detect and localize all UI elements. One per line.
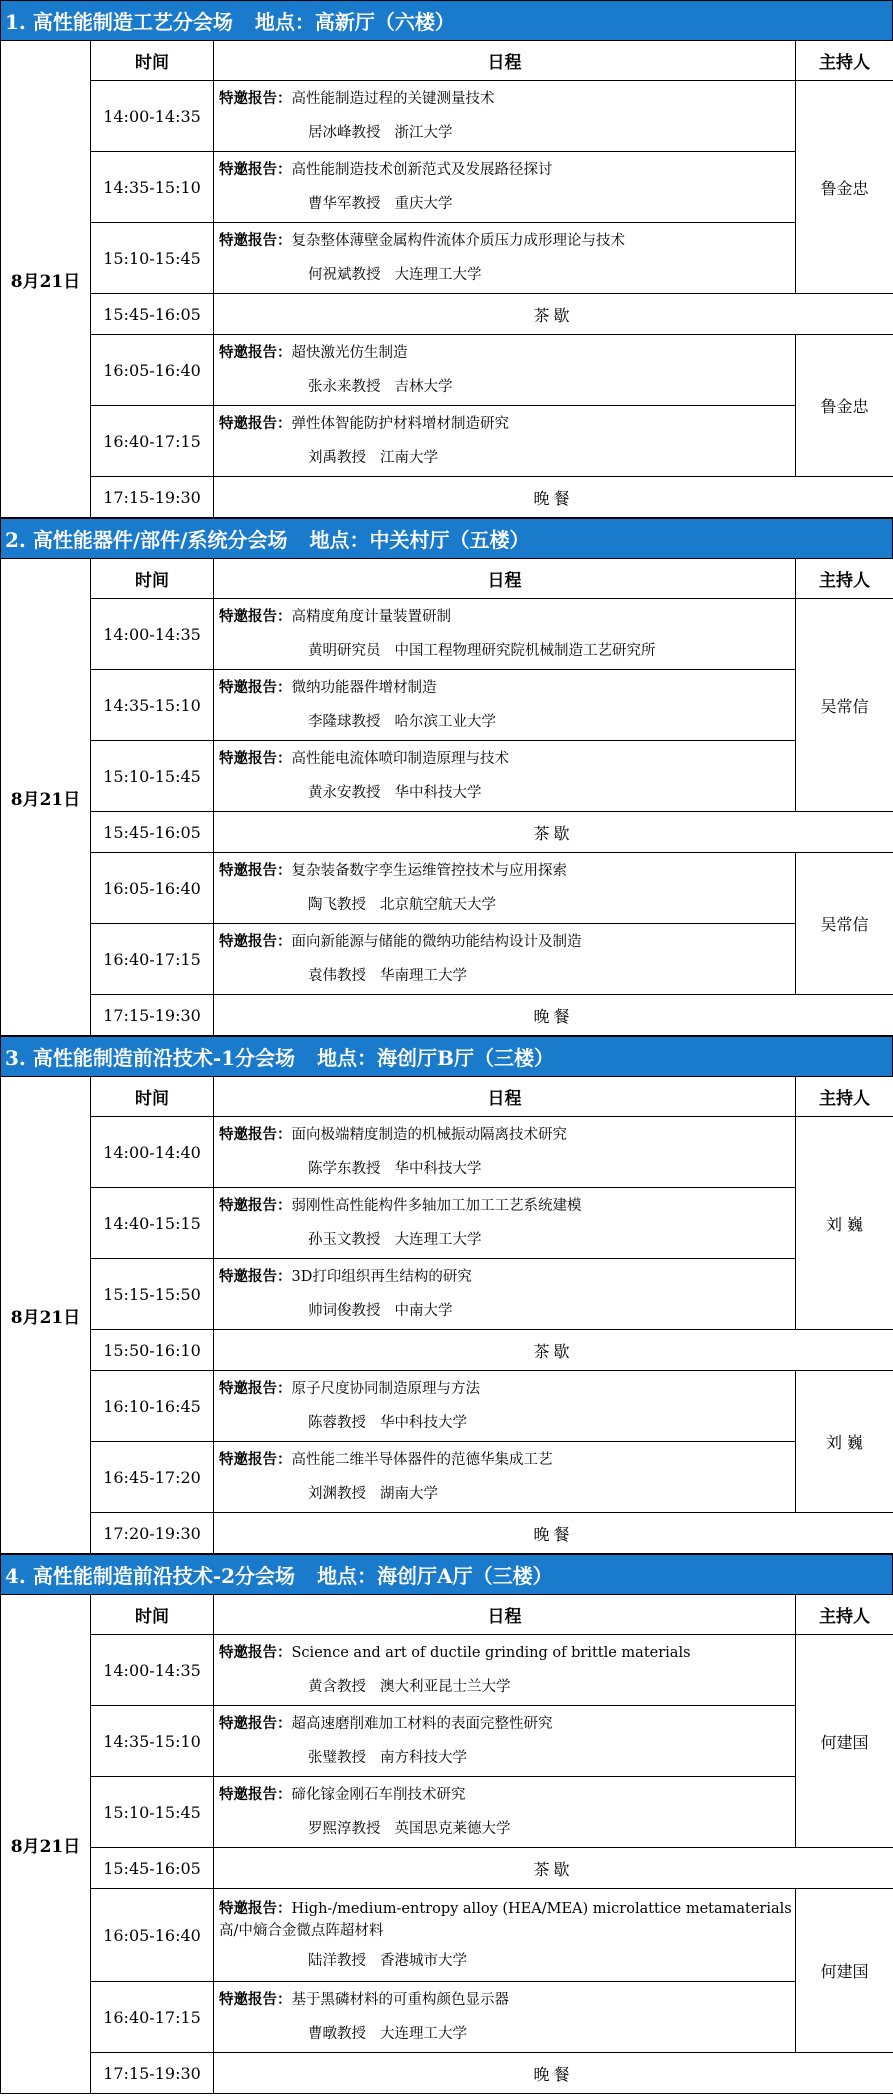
talk-kind-label: 特邀报告： [219,1786,292,1803]
talk-kind-label: 特邀报告： [219,750,292,767]
talk-affiliation: 华南理工大学 [380,968,467,984]
talk-program [214,1636,795,1704]
talk-program-cell [214,741,796,812]
talk-kind-label: 特邀报告： [219,1197,292,1214]
talk-title-line [219,1189,795,1223]
talk-program [214,671,795,739]
time-column-header: 时间 [91,559,214,599]
talk-speaker: 居冰峰教授 [308,125,381,141]
talk-program-cell [214,81,796,152]
talk-title: 弹性体智能防护材料增材制造研究 [291,416,509,432]
talk-affiliation: 澳大利亚昆士兰大学 [380,1679,511,1695]
talk-program-cell [214,1117,796,1188]
talk-program-cell [214,1635,796,1706]
session-header [0,0,893,40]
talk-title: 面向极端精度制造的机械振动隔离技术研究 [291,1127,567,1143]
talk-time: 16:05-16:40 [91,335,214,406]
tea-break-row [1,812,893,853]
session-3 [0,1036,893,1554]
talk-speaker-line [219,370,795,404]
talk-program [214,82,795,150]
talk-program-cell [214,1777,796,1848]
dinner-label: 晚餐 [214,477,893,518]
talk-title-line [219,1778,795,1812]
talk-title-line [219,854,795,888]
talk-title: 高性能制造过程的关键测量技术 [291,91,495,107]
talk-speaker: 陶飞教授 [308,897,366,913]
talk-affiliation: 湖南大学 [380,1486,438,1502]
session-title: 3. 高性能制造前沿技术-1分会场 [5,1046,296,1070]
talk-row [1,81,893,152]
talk-speaker-line [219,1223,795,1257]
talk-row [1,1371,893,1442]
time-column-header: 时间 [91,1595,214,1635]
talk-time: 14:00-14:35 [91,599,214,670]
talk-program [214,1189,795,1257]
talk-time: 16:40-17:15 [91,924,214,995]
talk-speaker: 黄永安教授 [308,785,381,801]
talk-title: 3D打印组织再生结构的研究 [291,1269,472,1285]
talk-row [1,152,893,223]
program-column-header: 日程 [214,41,796,81]
time-column-header: 时间 [91,41,214,81]
session-header [0,1554,893,1594]
talk-kind-label: 特邀报告： [219,90,292,107]
host-cell: 何建国 [796,1635,893,1848]
talk-title-line [219,336,795,370]
schedule-table [0,1594,893,2094]
talk-speaker: 黄明研究员 [308,643,381,659]
talk-affiliation: 香港城市大学 [380,1953,467,1969]
talk-kind-label: 特邀报告： [219,933,292,950]
date-cell: 8月21日 [1,41,91,518]
talk-affiliation: 重庆大学 [394,196,453,212]
schedule-table [0,1076,893,1554]
session-location: 地点：海创厅A厅（三楼） [317,1564,553,1588]
talk-title: 高性能电流体喷印制造原理与技术 [291,751,509,767]
talk-speaker-line [219,2017,795,2051]
talk-row [1,1188,893,1259]
talk-program-cell [214,152,796,223]
talk-time: 16:05-16:40 [91,1889,214,1982]
talk-program-cell [214,1442,796,1513]
talk-time: 16:40-17:15 [91,406,214,477]
dinner-label: 晚餐 [214,1513,893,1554]
dinner-time: 17:20-19:30 [91,1513,214,1554]
host-cell: 鲁金忠 [796,81,893,294]
talk-speaker-line [219,1152,795,1186]
talk-speaker-line [219,634,795,668]
session-title: 4. 高性能制造前沿技术-2分会场 [5,1564,296,1588]
tea-break-time: 15:45-16:05 [91,294,214,335]
talk-title-line [219,742,795,776]
talk-affiliation: 中国工程物理研究院机械制造工艺研究所 [394,643,656,659]
talk-speaker: 刘禹教授 [308,450,366,466]
talk-speaker: 孙玉文教授 [308,1232,381,1248]
talk-title-line [219,153,795,187]
talk-program [214,1707,795,1775]
talk-program [214,1118,795,1186]
talk-program [214,407,795,475]
talk-program [214,336,795,404]
talk-affiliation: 大连理工大学 [394,267,482,283]
talk-program [214,1983,795,2051]
talk-time: 14:35-15:10 [91,152,214,223]
table-header-row [1,1077,893,1117]
talk-program-cell [214,1371,796,1442]
tea-break-time: 15:45-16:05 [91,1848,214,1889]
host-column-header: 主持人 [796,41,893,81]
talk-time: 14:00-14:35 [91,81,214,152]
tea-break-label: 茶歇 [214,294,893,335]
talk-speaker: 曹华军教授 [308,196,381,212]
tea-break-row [1,1848,893,1889]
talk-program [214,1778,795,1846]
talk-time: 16:05-16:40 [91,853,214,924]
talk-affiliation: 中南大学 [394,1303,453,1319]
talk-title: 超高速磨削难加工材料的表面完整性研究 [291,1716,553,1732]
talk-title: 复杂整体薄壁金属构件流体介质压力成形理论与技术 [291,233,625,249]
talk-speaker-line [219,441,795,475]
dinner-label: 晚餐 [214,995,893,1036]
talk-speaker-line [219,705,795,739]
talk-time: 16:40-17:15 [91,1982,214,2053]
session-title: 2. 高性能器件/部件/系统分会场 [5,528,288,552]
talk-speaker-line [219,776,795,810]
program-column-header: 日程 [214,1077,796,1117]
talk-program [214,1372,795,1440]
date-cell: 8月21日 [1,1595,91,2094]
talk-speaker: 张永来教授 [308,379,381,395]
talk-program [214,854,795,922]
talk-time: 14:35-15:10 [91,670,214,741]
tea-break-time: 15:45-16:05 [91,812,214,853]
talk-speaker: 黄含教授 [308,1679,366,1695]
talk-affiliation: 哈尔滨工业大学 [394,714,496,730]
talk-kind-label: 特邀报告： [219,161,292,178]
talk-affiliation: 南方科技大学 [380,1750,467,1766]
talk-program [214,153,795,221]
talk-title: 弱刚性高性能构件多轴加工加工工艺系统建模 [291,1198,582,1214]
talk-title-line [219,1118,795,1152]
talk-kind-label: 特邀报告： [219,1715,292,1732]
date-cell: 8月21日 [1,1077,91,1554]
talk-title-line [219,600,795,634]
talk-program-cell [214,406,796,477]
talk-program-cell [214,1889,796,1982]
dinner-time: 17:15-19:30 [91,2053,214,2094]
talk-affiliation: 浙江大学 [394,125,453,141]
talk-speaker-line [219,1670,795,1704]
talk-title-line [219,925,795,959]
talk-speaker: 陈学东教授 [308,1161,381,1177]
talk-time: 15:15-15:50 [91,1259,214,1330]
talk-kind-label: 特邀报告： [219,679,292,696]
talk-title: 基于黑磷材料的可重构颜色显示器 [291,1992,509,2008]
talk-kind-label: 特邀报告： [219,415,292,432]
talk-speaker-line [219,1950,795,1972]
talk-time: 14:35-15:10 [91,1706,214,1777]
talk-kind-label: 特邀报告： [219,608,292,625]
talk-affiliation: 北京航空航天大学 [380,897,496,913]
talk-speaker: 帅词俊教授 [308,1303,381,1319]
session-location: 地点：高新厅（六楼） [254,10,455,34]
talk-affiliation: 大连理工大学 [394,1232,482,1248]
talk-row [1,1259,893,1330]
talk-title-line [219,224,795,258]
talk-title: 复杂装备数字孪生运维管控技术与应用探索 [291,863,567,879]
talk-affiliation: 江南大学 [380,450,438,466]
talk-title: 原子尺度协同制造原理与方法 [291,1381,480,1397]
talk-speaker: 张璧教授 [308,1750,366,1766]
talk-kind-label: 特邀报告： [219,1991,292,2008]
table-header-row [1,41,893,81]
host-column-header: 主持人 [796,1077,893,1117]
talk-speaker-line [219,1812,795,1846]
dinner-time: 17:15-19:30 [91,477,214,518]
tea-break-row [1,294,893,335]
talk-title-line [219,1260,795,1294]
talk-speaker-line [219,187,795,221]
dinner-row [1,2053,893,2094]
talk-program-cell [214,924,796,995]
talk-program [214,600,795,668]
host-cell: 刘 巍 [796,1371,893,1513]
talk-row [1,1117,893,1188]
tea-break-label: 茶歇 [214,1848,893,1889]
talk-title: 碲化镓金刚石车削技术研究 [291,1787,466,1803]
session-location: 地点：中关村厅（五楼） [309,528,530,552]
tea-break-label: 茶歇 [214,812,893,853]
date-cell: 8月21日 [1,559,91,1036]
session-header [0,518,893,558]
talk-title-translation: 高/中熵合金微点阵超材料 [219,1923,384,1939]
talk-title-line [219,671,795,705]
talk-program-cell [214,1706,796,1777]
session-2 [0,518,893,1036]
talk-title: 面向新能源与储能的微纳功能结构设计及制造 [291,934,582,950]
talk-speaker: 曹暾教授 [308,2026,366,2042]
talk-row [1,853,893,924]
table-header-row [1,1595,893,1635]
talk-row [1,1982,893,2053]
talk-kind-label: 特邀报告： [219,862,292,879]
talk-affiliation: 华中科技大学 [394,785,482,801]
talk-program [214,1898,795,1972]
talk-speaker-line [219,258,795,292]
talk-row [1,1442,893,1513]
talk-title-line [219,1983,795,2017]
talk-program-cell [214,1259,796,1330]
talk-speaker-line [219,1406,795,1440]
talk-program-cell [214,1982,796,2053]
session-1 [0,0,893,518]
dinner-label: 晚餐 [214,2053,893,2094]
talk-kind-label: 特邀报告： [219,232,292,249]
talk-title-line [219,1443,795,1477]
talk-title: 高性能二维半导体器件的范德华集成工艺 [291,1452,553,1468]
talk-program [214,925,795,993]
host-cell: 刘 巍 [796,1117,893,1330]
talk-program [214,1443,795,1511]
talk-speaker: 刘渊教授 [308,1486,366,1502]
talk-program [214,224,795,292]
talk-row [1,741,893,812]
host-cell: 吴常信 [796,853,893,995]
talk-kind-label: 特邀报告： [219,1268,292,1285]
talk-speaker: 何祝斌教授 [308,267,381,283]
talk-speaker-line [219,959,795,993]
schedule-table [0,40,893,518]
talk-kind-label: 特邀报告： [219,344,292,361]
talk-row [1,1777,893,1848]
talk-row [1,1635,893,1706]
talk-kind-label: 特邀报告： [219,1451,292,1468]
talk-kind-label: 特邀报告： [219,1380,292,1397]
dinner-row [1,1513,893,1554]
talk-row [1,599,893,670]
talk-title-line [219,1636,795,1670]
talk-kind-label: 特邀报告： [219,1644,292,1661]
host-column-header: 主持人 [796,559,893,599]
talk-affiliation: 英国思克莱德大学 [394,1821,511,1837]
talk-row [1,1706,893,1777]
program-column-header: 日程 [214,559,796,599]
talk-speaker: 李隆球教授 [308,714,381,730]
talk-title: 高性能制造技术创新范式及发展路径探讨 [291,162,553,178]
talk-program-cell [214,335,796,406]
talk-row [1,406,893,477]
talk-kind-label: 特邀报告： [219,1900,292,1917]
program-column-header: 日程 [214,1595,796,1635]
time-column-header: 时间 [91,1077,214,1117]
table-header-row [1,559,893,599]
talk-affiliation: 华中科技大学 [394,1161,482,1177]
talk-affiliation: 大连理工大学 [380,2026,467,2042]
talk-speaker: 袁伟教授 [308,968,366,984]
talk-speaker-line [219,1477,795,1511]
talk-affiliation: 华中科技大学 [380,1415,467,1431]
talk-row [1,670,893,741]
talk-time: 16:45-17:20 [91,1442,214,1513]
talk-title-line [219,1707,795,1741]
talk-time: 14:40-15:15 [91,1188,214,1259]
session-title: 1. 高性能制造工艺分会场 [5,10,233,34]
schedule-table [0,558,893,1036]
talk-row [1,223,893,294]
talk-title-line [219,1898,795,1920]
talk-speaker-line [219,1294,795,1328]
talk-title: 高精度角度计量装置研制 [291,609,451,625]
talk-speaker: 陈蓉教授 [308,1415,366,1431]
talk-speaker: 罗熙淳教授 [308,1821,381,1837]
dinner-row [1,995,893,1036]
host-cell: 鲁金忠 [796,335,893,477]
session-header [0,1036,893,1076]
host-cell: 何建国 [796,1889,893,2053]
talk-program-cell [214,670,796,741]
talk-title-line [219,82,795,116]
tea-break-label: 茶歇 [214,1330,893,1371]
talk-title: 微纳功能器件增材制造 [291,680,437,696]
talk-row [1,1889,893,1982]
talk-speaker-line [219,1741,795,1775]
talk-time: 15:10-15:45 [91,741,214,812]
talk-title: Science and art of ductile grinding of brittle materials [291,1645,691,1661]
talk-program-cell [214,853,796,924]
dinner-time: 17:15-19:30 [91,995,214,1036]
talk-title: High-/medium-entropy alloy (HEA/MEA) microlattice metamaterials [291,1901,792,1917]
talk-speaker-line [219,116,795,150]
talk-speaker: 陆洋教授 [308,1953,366,1969]
talk-title: 超快激光仿生制造 [291,345,408,361]
talk-time: 16:10-16:45 [91,1371,214,1442]
talk-speaker-line [219,888,795,922]
session-4 [0,1554,893,2094]
talk-time: 14:00-14:35 [91,1635,214,1706]
talk-time: 14:00-14:40 [91,1117,214,1188]
talk-program-cell [214,223,796,294]
dinner-row [1,477,893,518]
talk-program [214,1260,795,1328]
talk-program-cell [214,599,796,670]
session-location: 地点：海创厅B厅（三楼） [317,1046,554,1070]
talk-row [1,335,893,406]
talk-title-line [219,407,795,441]
talk-kind-label: 特邀报告： [219,1126,292,1143]
tea-break-row [1,1330,893,1371]
talk-program [214,742,795,810]
talk-row [1,924,893,995]
host-column-header: 主持人 [796,1595,893,1635]
tea-break-time: 15:50-16:10 [91,1330,214,1371]
talk-title-line [219,1372,795,1406]
host-cell: 吴常信 [796,599,893,812]
talk-time: 15:10-15:45 [91,1777,214,1848]
talk-program-cell [214,1188,796,1259]
talk-affiliation: 吉林大学 [394,379,453,395]
talk-time: 15:10-15:45 [91,223,214,294]
